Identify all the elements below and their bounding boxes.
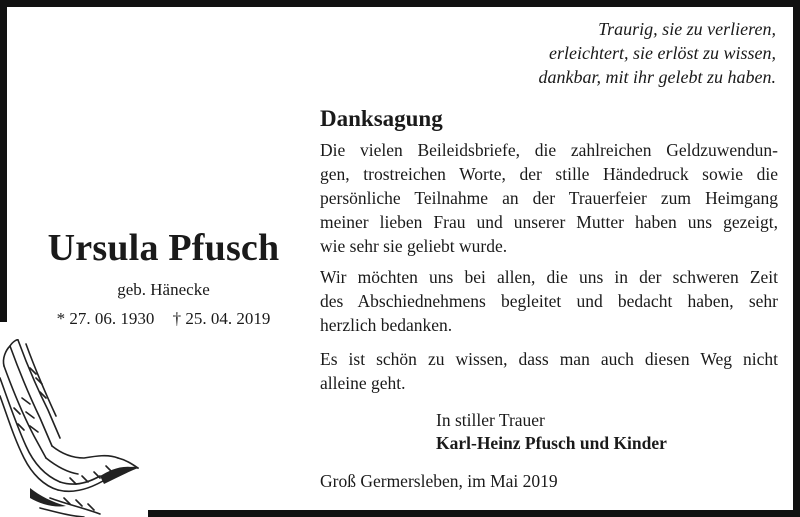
frame-right-border: [793, 0, 800, 517]
text-line: alleine geht.: [320, 373, 406, 393]
birth-date: * 27. 06. 1930: [56, 309, 155, 328]
death-date: † 25. 04. 2019: [172, 309, 271, 328]
frame-top-border: [0, 0, 800, 7]
deceased-name: Ursula Pfusch: [47, 227, 280, 269]
birth-name: geb. Hänecke: [117, 280, 210, 299]
text-line: Die vielen Beileidsbriefe, die zahlreichen Geldzuwendun-: [320, 140, 778, 160]
thanks-paragraph: [320, 347, 778, 395]
signature-intro: In stiller Trauer: [436, 410, 545, 430]
text-line: Wir möchten uns bei allen, die uns in der schweren Zeit: [320, 267, 778, 287]
text-line: wie sehr sie geliebt wurde.: [320, 236, 508, 256]
text-line: Es ist schön zu wissen, dass man auch diesen Weg nicht: [320, 349, 778, 369]
motto-line: erleichtert, sie erlöst zu wissen,: [549, 43, 776, 63]
life-dates: [36, 309, 291, 329]
place-date: Groß Germersleben, im Mai 2019: [320, 471, 558, 491]
signature-names: Karl-Heinz Pfusch und Kinder: [436, 433, 667, 453]
text-line: meiner lieben Frau und unserer Mutter haben uns gezeigt,: [320, 212, 778, 232]
text-line: persönliche Teilnahme an der Trauerfeier zum Heimgang: [320, 188, 778, 208]
heading-danksagung: Danksagung: [320, 106, 443, 131]
motto-verse: [416, 17, 776, 89]
motto-line: Traurig, sie zu verlieren,: [598, 19, 776, 39]
frame-left-border: [0, 0, 7, 322]
frame-bottom-border: [148, 510, 800, 517]
praying-hands-icon: [0, 338, 150, 517]
thanks-paragraph: [320, 138, 778, 258]
text-line: des Abschiednehmens begleitet und bedacht haben, sehr: [320, 291, 778, 311]
motto-line: dankbar, mit ihr gelebt zu haben.: [538, 67, 776, 87]
text-line: gen, trostreichen Worte, der stille Händedruck sowie die: [320, 164, 778, 184]
thanks-paragraph: [320, 265, 778, 337]
text-line: herzlich bedanken.: [320, 315, 453, 335]
